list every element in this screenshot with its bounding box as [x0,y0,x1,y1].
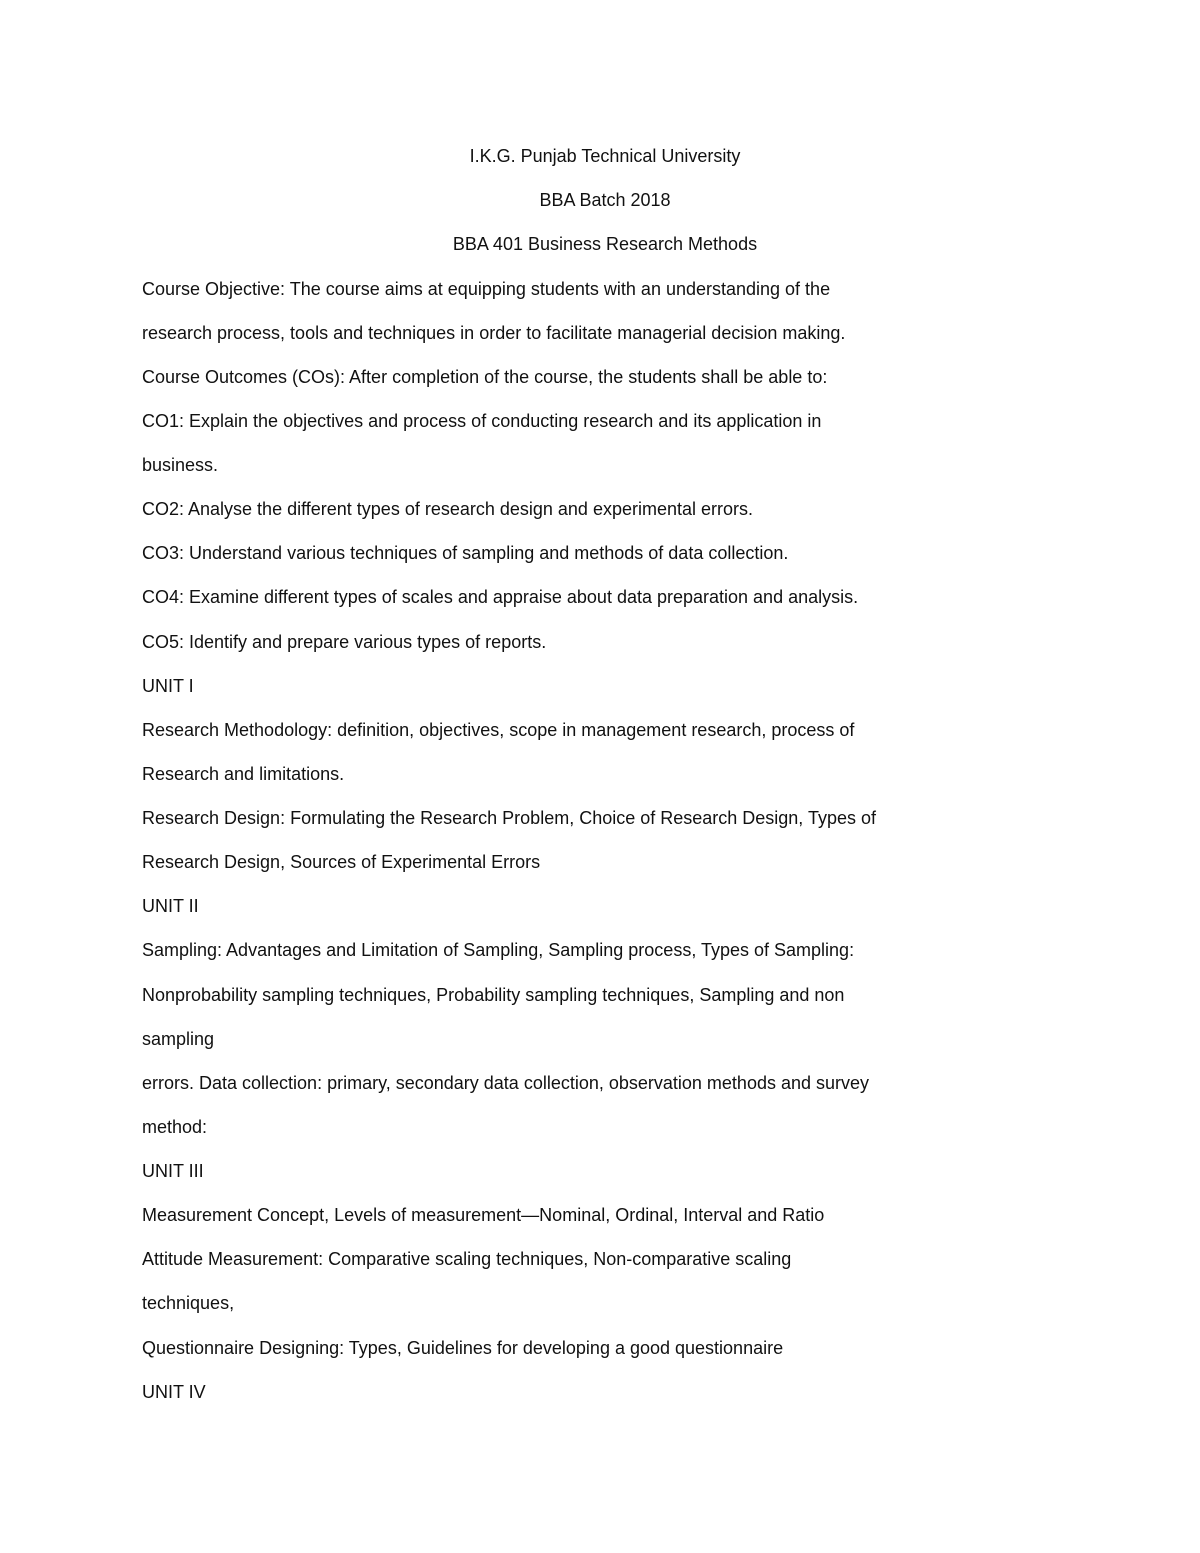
unit-2-line-3: sampling [142,1029,215,1049]
course-objective-line-1: Course Objective: The course aims at equipping students with an understanding of the [142,279,831,299]
unit-2-line-2: Nonprobability sampling techniques, Probability sampling techniques, Sampling and non [142,985,845,1005]
co1-line-1: CO1: Explain the objectives and process of conducting research and its application in [142,411,822,431]
unit-1-line-1: Research Methodology: definition, objectives, scope in management research, process of [142,720,855,740]
batch-title: BBA Batch 2018 [539,190,671,210]
university-title: I.K.G. Punjab Technical University [469,146,741,166]
unit-3-line-4: Questionnaire Designing: Types, Guidelines for developing a good questionnaire [142,1338,784,1358]
unit-2-heading: UNIT II [142,896,199,916]
course-objective-line-2: research process, tools and techniques in order to facilitate managerial decision making. [142,323,846,343]
unit-3-line-2: Attitude Measurement: Comparative scaling techniques, Non-comparative scaling [142,1249,792,1269]
unit-3-line-1: Measurement Concept, Levels of measurement—Nominal, Ordinal, Interval and Ratio [142,1205,825,1225]
unit-1-line-3: Research Design: Formulating the Research Problem, Choice of Research Design, Types of [142,808,877,828]
unit-3-heading: UNIT III [142,1161,204,1181]
unit-4-heading: UNIT IV [142,1382,206,1402]
course-outcomes-heading: Course Outcomes (COs): After completion of the course, the students shall be able to: [142,367,828,387]
co2-line: CO2: Analyse the different types of research design and experimental errors. [142,499,753,519]
unit-1-line-2: Research and limitations. [142,764,345,784]
unit-2-line-4: errors. Data collection: primary, secondary data collection, observation methods and survey [142,1073,870,1093]
unit-3-line-3: techniques, [142,1293,235,1313]
unit-1-heading: UNIT I [142,676,194,696]
co1-line-2: business. [142,455,219,475]
course-title: BBA 401 Business Research Methods [452,234,758,254]
co4-line: CO4: Examine different types of scales and appraise about data preparation and analysis. [142,587,859,607]
unit-2-line-1: Sampling: Advantages and Limitation of Sampling, Sampling process, Types of Sampling: [142,940,855,960]
unit-2-line-5: method: [142,1117,208,1137]
co3-line: CO3: Understand various techniques of sampling and methods of data collection. [142,543,789,563]
co5-line: CO5: Identify and prepare various types of reports. [142,632,547,652]
unit-1-line-4: Research Design, Sources of Experimental Errors [142,852,541,872]
